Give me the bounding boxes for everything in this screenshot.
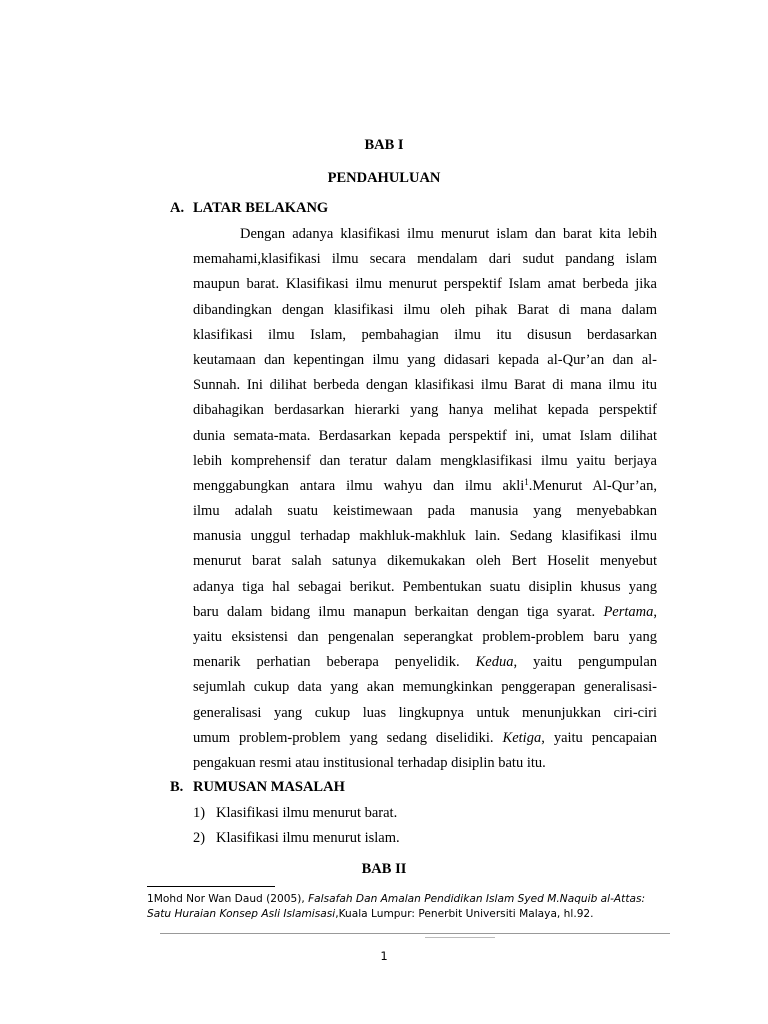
paragraph-line: keutamaan dan kepentingan ilmu yang didasari kepada al-Qur’an dan al-: [193, 351, 657, 368]
paragraph-line: yaitu eksistensi dan pengenalan seperangkat problem-problem baru yang: [193, 629, 657, 645]
footnote-separator: [147, 886, 275, 887]
paragraph-line: dibandingkan dengan klasifikasi ilmu oleh pihak Barat di mana dalam: [193, 301, 657, 318]
paragraph-line: menurut barat salah satunya dikemukakan oleh Bert Hoselit menyebut: [193, 553, 657, 570]
paragraph-line: lebih komprehensif dan teratur dalam mengklasifikasi ilmu yaitu berjaya: [193, 452, 657, 469]
section-b-marker: B.: [170, 779, 184, 795]
list-item: [193, 805, 397, 822]
emphasis-kedua: Kedua: [475, 654, 514, 671]
paragraph-line: dibahagikan berdasarkan hierarki yang hanya melihat kepada perspektif: [193, 402, 657, 419]
paragraph-line: memahami,klasifikasi ilmu secara mendalam dari sudut pandang islam: [193, 251, 657, 268]
list-item-number: 1): [193, 805, 206, 821]
footnote-line-2: Satu Huraian Konsep Asli Islamisasi,Kuala Lumpur: Penerbit Universiti Malaya, hl.92.: [147, 908, 594, 920]
paragraph-line: baru dalam bidang ilmu manapun berkaitan dengan tiga syarat. Pertama,: [193, 603, 657, 620]
section-a-paragraph: [193, 222, 657, 776]
paragraph-line: ilmu adalah suatu keistimewaan pada manusia yang menyebabkan: [193, 503, 657, 520]
paragraph-line: adanya tiga hal sebagai berikut. Pembentukan suatu disiplin khusus yang: [193, 578, 657, 595]
chapter2-label: BAB II: [361, 861, 407, 877]
list-item-text: Klasifikasi ilmu menurut islam.: [216, 830, 400, 846]
page-footer-divider: [160, 933, 670, 934]
list-item-text: Klasifikasi ilmu menurut barat.: [216, 805, 398, 821]
section-b-title: RUMUSAN MASALAH: [193, 779, 345, 795]
chapter-label: BAB I: [364, 137, 404, 153]
paragraph-line: menarik perhatian beberapa penyelidik. Kedua, yaitu pengumpulan: [193, 654, 658, 671]
section-a-heading: [170, 200, 328, 217]
chapter-title: PENDAHULUAN: [327, 170, 441, 186]
paragraph-line-with-footnote: menggabungkan antara ilmu wahyu dan ilmu akli$^1$.Menurut Al-Qur’an,: [193, 476, 657, 494]
paragraph-line: Dengan adanya klasifikasi ilmu menurut islam dan barat kita lebih: [240, 226, 657, 242]
page-number: 1: [380, 949, 388, 963]
section-b-heading: [170, 779, 345, 796]
paragraph-line: generalisasi yang cukup luas lingkupnya untuk menunjukkan ciri-ciri: [193, 704, 657, 721]
paragraph-line: umum problem-problem yang sedang diselidiki. Ketiga, yaitu pencapaian: [193, 729, 658, 746]
emphasis-ketiga: Ketiga: [502, 729, 542, 746]
paragraph-line: klasifikasi ilmu Islam, pembahagian ilmu itu disusun berdasarkan: [193, 326, 657, 343]
list-item-number: 2): [193, 830, 206, 846]
section-a-marker: A.: [170, 200, 185, 216]
page-footer-divider-accent: [425, 937, 495, 938]
footnote-line-1: 1Mohd Nor Wan Daud (2005), Falsafah Dan Amalan Pendidikan Islam Syed M.Naquib al-Attas:: [147, 893, 646, 905]
section-a-title: LATAR BELAKANG: [193, 200, 329, 216]
paragraph-line: manusia unggul terhadap makhluk-makhluk lain. Sedang klasifikasi ilmu: [193, 528, 657, 545]
paragraph-line: dunia semata-mata. Berdasarkan kepada perspektif ini, umat Islam dilihat: [193, 427, 657, 444]
paragraph-line: pengakuan resmi atau institusional terhadap disiplin batu itu.: [193, 754, 546, 771]
list-item: [193, 830, 400, 847]
footnote-reference[interactable]: 1: [524, 476, 529, 487]
paragraph-line: Sunnah. Ini dilihat berbeda dengan klasifikasi ilmu Barat di mana ilmu itu: [193, 377, 657, 394]
emphasis-pertama: Pertama: [603, 603, 654, 620]
paragraph-line: maupun barat. Klasifikasi ilmu menurut perspektif Islam amat berbeda jika: [193, 276, 657, 293]
paragraph-line: sejumlah cukup data yang akan memungkinkan penggerapan generalisasi-: [193, 679, 657, 696]
